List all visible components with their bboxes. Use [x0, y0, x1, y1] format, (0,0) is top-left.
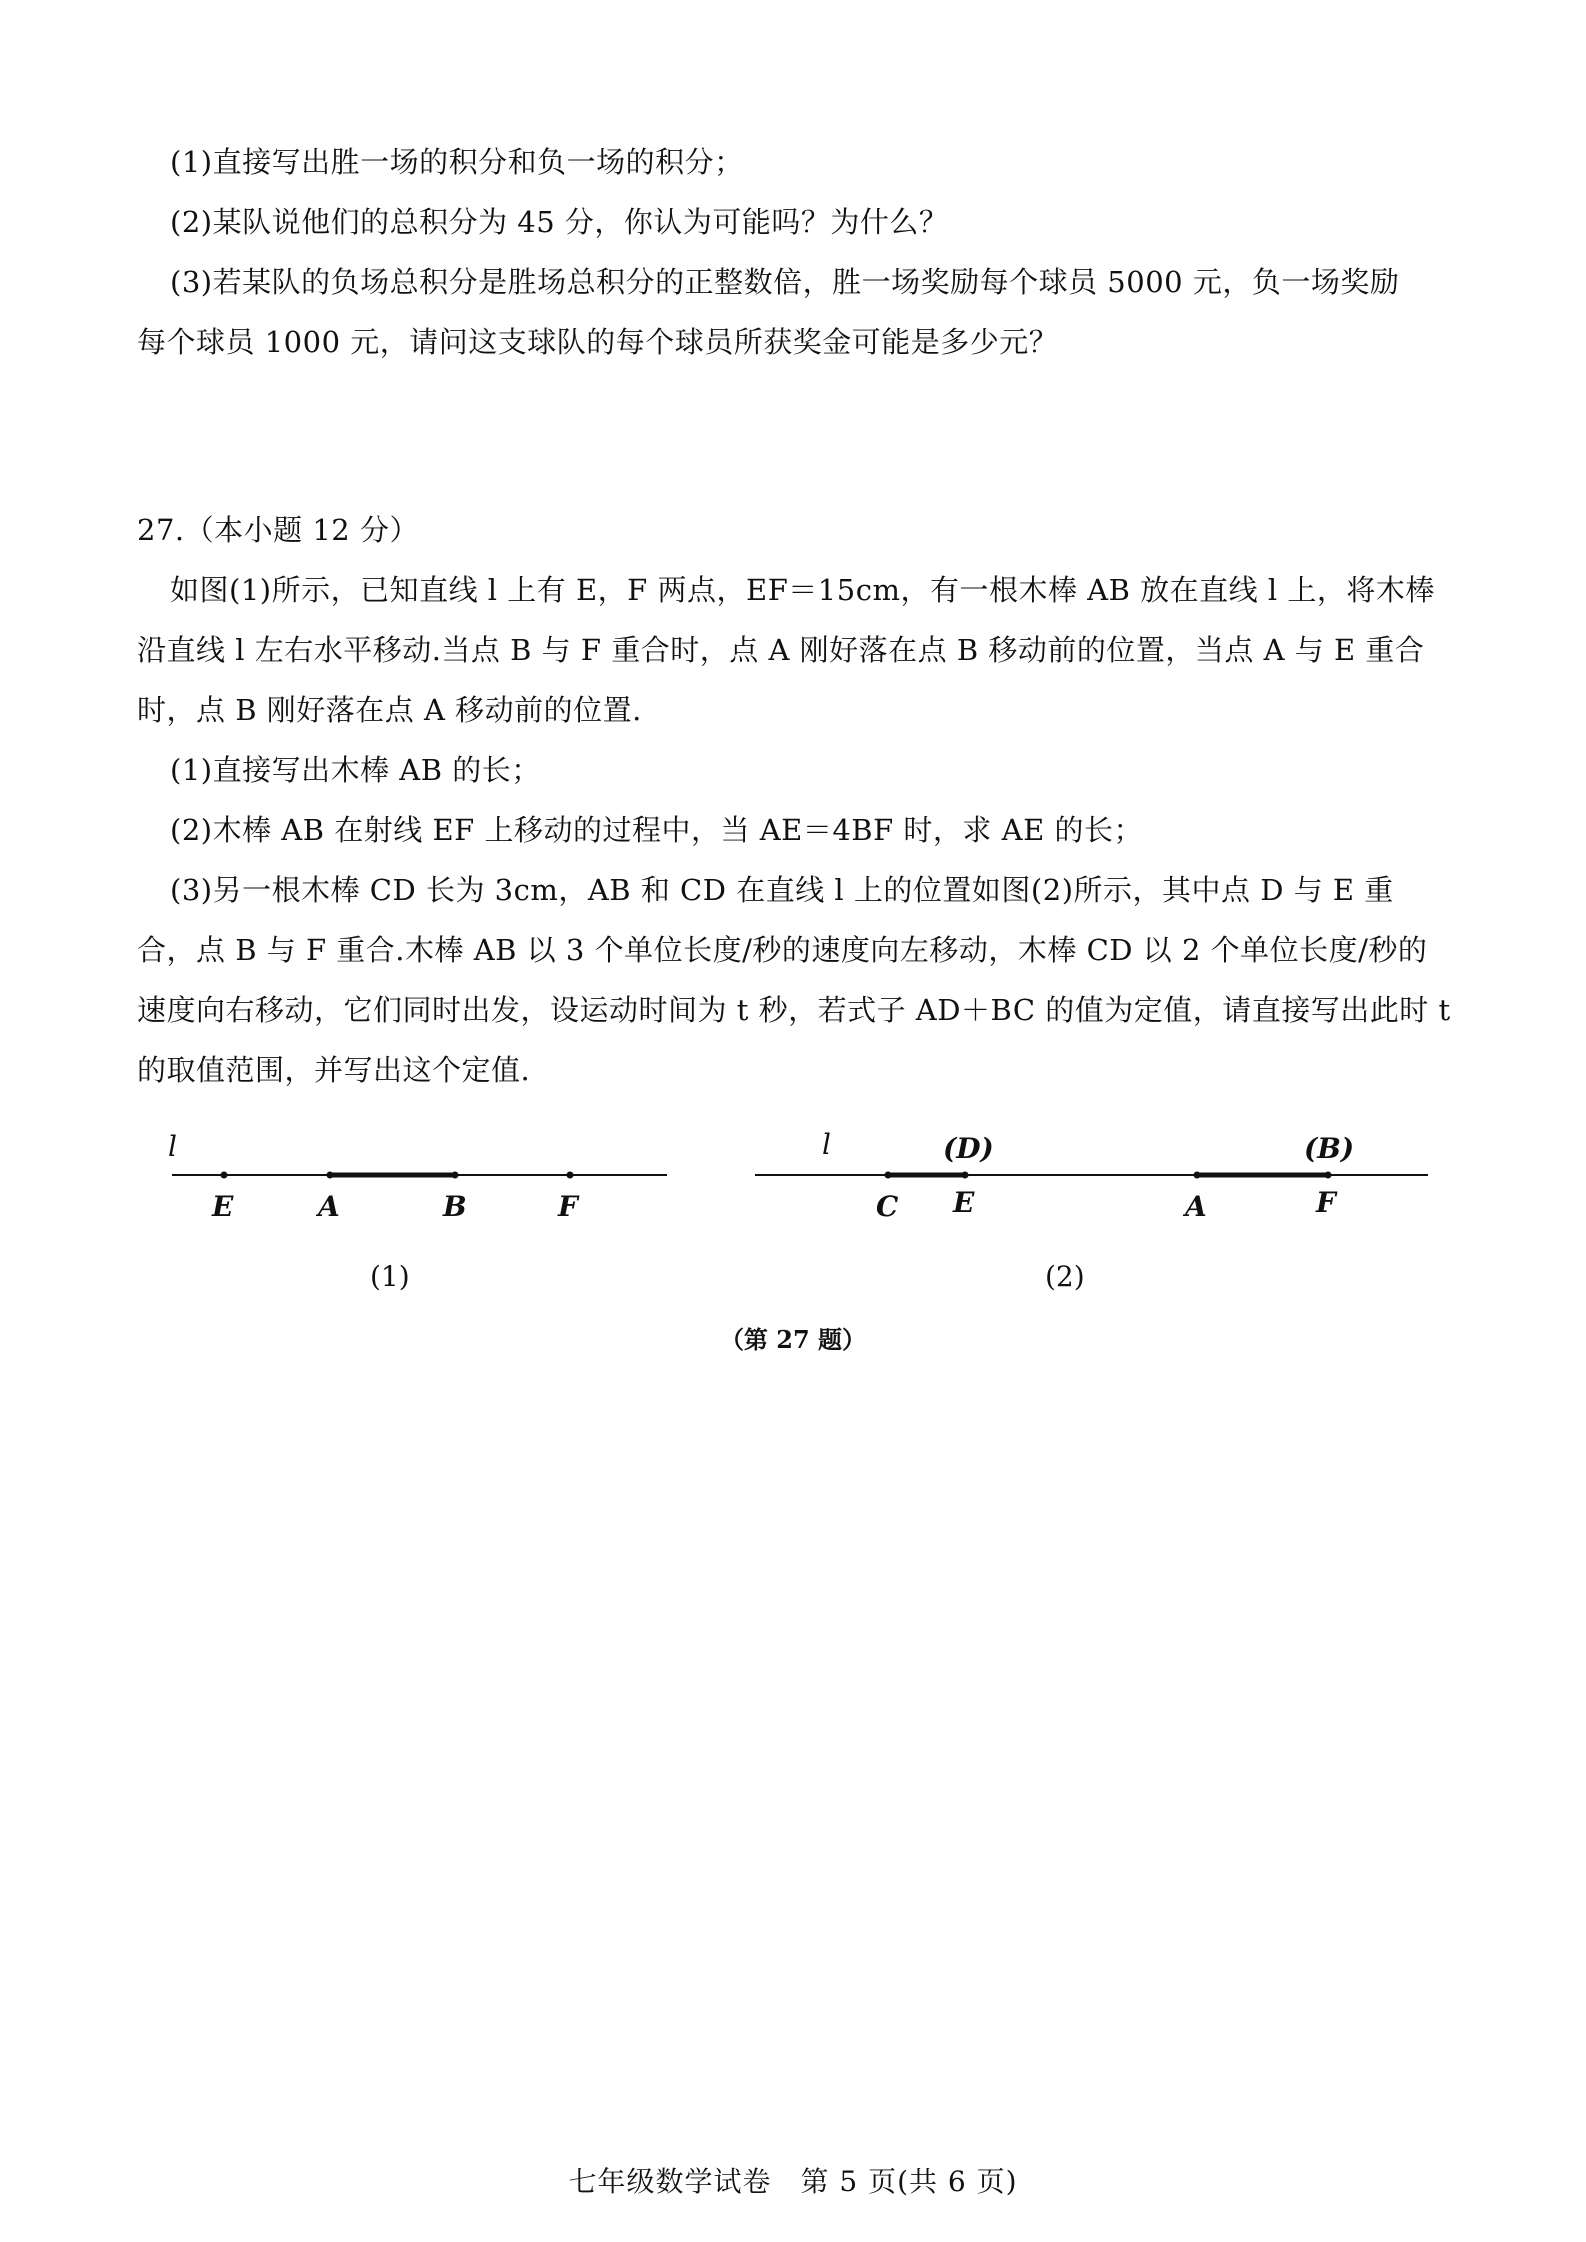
q27-part1: (1)直接写出木棒 AB 的长；: [170, 753, 541, 787]
figure1-line-label: l: [168, 1130, 177, 1163]
figure2-line-label: l: [822, 1128, 831, 1161]
figure1-point-e: [221, 1172, 228, 1179]
q27-part3-line3: 速度向右移动，它们同时出发，设运动时间为 t 秒，若式子 AD＋BC 的值为定值，请直接写出此时 t: [137, 993, 1451, 1027]
figure2-point-f: [1325, 1172, 1332, 1179]
q27-header: 27.（本小题 12 分）: [137, 513, 419, 547]
figure1-caption: (1): [370, 1260, 410, 1293]
figure1-label-b: B: [443, 1190, 467, 1223]
figure1-point-b: [452, 1172, 459, 1179]
q27-intro-line2: 沿直线 l 左右水平移动.当点 B 与 F 重合时，点 A 刚好落在点 B 移动前的位置，当点 A 与 E 重合: [137, 633, 1425, 667]
figure2-label-b: (B): [1304, 1132, 1355, 1165]
q26-part2: (2)某队说他们的总积分为 45 分，你认为可能吗？为什么？: [170, 205, 949, 239]
figure2-label-d: (D): [943, 1132, 994, 1165]
figure1-point-f: [567, 1172, 574, 1179]
q27-intro-line1: 如图(1)所示，已知直线 l 上有 E，F 两点，EF＝15cm，有一根木棒 AB 放在直线 l 上，将木棒: [170, 573, 1435, 607]
figure2-caption: (2): [1045, 1260, 1085, 1293]
q27-figure-caption: （第 27 题）: [719, 1325, 867, 1354]
figure2-point-a: [1194, 1172, 1201, 1179]
q26-part3-line1: (3)若某队的负场总积分是胜场总积分的正整数倍，胜一场奖励每个球员 5000 元，负一场奖励: [170, 265, 1400, 299]
page-footer: 七年级数学试卷 第 5 页(共 6 页): [568, 2165, 1018, 2198]
q26-part1: (1)直接写出胜一场的积分和负一场的积分；: [170, 145, 744, 179]
q27-part3-line1: (3)另一根木棒 CD 长为 3cm，AB 和 CD 在直线 l 上的位置如图(2)所示，其中点 D 与 E 重: [170, 873, 1394, 907]
figure2-label-c: C: [876, 1190, 899, 1223]
q27-figures: [0, 1120, 1586, 1320]
figure1-label-e: E: [212, 1190, 234, 1223]
figure2-point-e: [962, 1172, 969, 1179]
q27-part3-line2: 合，点 B 与 F 重合.木棒 AB 以 3 个单位长度/秒的速度向左移动，木棒 CD 以 2 个单位长度/秒的: [137, 933, 1428, 967]
figure1-diagram: [172, 1172, 667, 1179]
q27-part2: (2)木棒 AB 在射线 EF 上移动的过程中，当 AE＝4BF 时，求 AE 的长；: [170, 813, 1143, 847]
figure2-label-a: A: [1185, 1190, 1207, 1223]
figure1-point-a: [327, 1172, 334, 1179]
q26-part3-line2: 每个球员 1000 元，请问这支球队的每个球员所获奖金可能是多少元？: [137, 325, 1059, 359]
figure1-label-f: F: [558, 1190, 578, 1223]
figure2-label-e: E: [953, 1186, 975, 1219]
q27-intro-line3: 时，点 B 刚好落在点 A 移动前的位置.: [137, 693, 642, 727]
figure2-diagram: [755, 1172, 1428, 1179]
figure1-label-a: A: [318, 1190, 340, 1223]
figure2-point-c: [885, 1172, 892, 1179]
q27-part3-line4: 的取值范围，并写出这个定值.: [137, 1053, 531, 1087]
figure2-label-f: F: [1316, 1186, 1336, 1219]
